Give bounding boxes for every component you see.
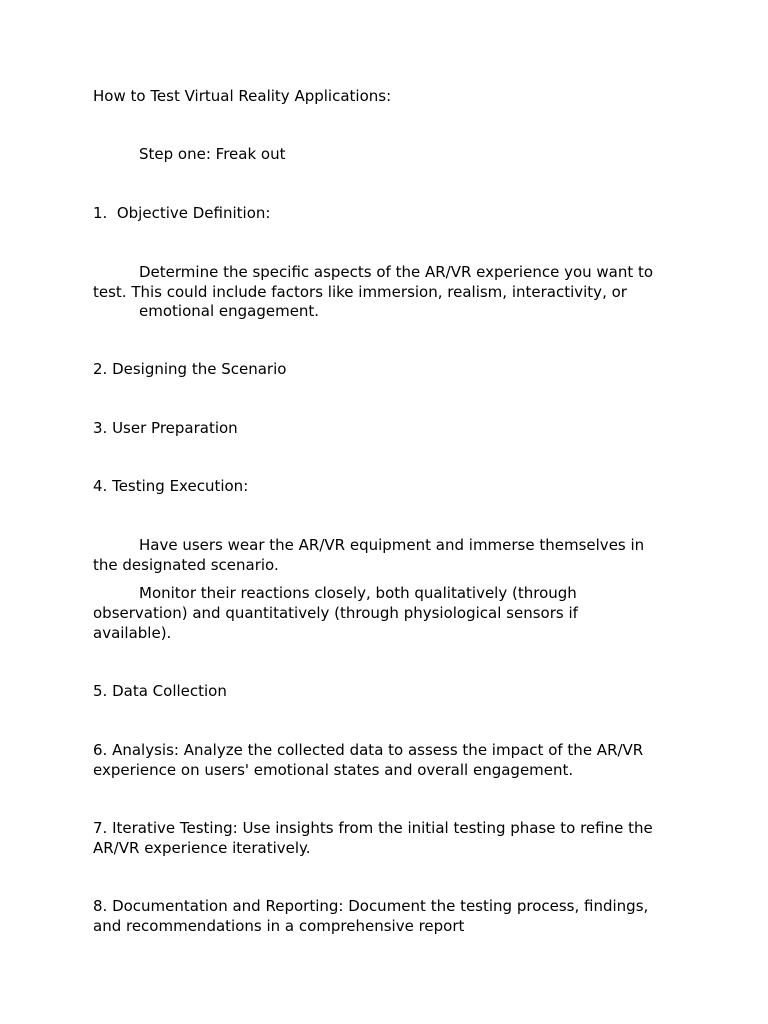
- section-1-paragraph-line-1: Determine the specific aspects of the AR/VR experience you want to: [139, 263, 654, 281]
- section-8-line-2: and recommendations in a comprehensive report: [93, 917, 465, 935]
- section-4-paragraph-2-line-3: available).: [93, 624, 172, 642]
- section-1-heading: 1. Objective Definition:: [93, 204, 271, 222]
- section-5-heading: 5. Data Collection: [93, 682, 227, 700]
- section-2-heading: 2. Designing the Scenario: [93, 360, 287, 378]
- section-1-paragraph-line-2: test. This could include factors like immersion, realism, interactivity, or: [93, 283, 627, 301]
- section-4-paragraph-2-line-1: Monitor their reactions closely, both qualitatively (through: [139, 584, 577, 602]
- section-4-paragraph-2-line-2: observation) and quantitatively (through physiological sensors if: [93, 604, 578, 622]
- section-4-paragraph-1-line-1: Have users wear the AR/VR equipment and immerse themselves in: [139, 536, 645, 554]
- section-6-line-1: 6. Analysis: Analyze the collected data to assess the impact of the AR/VR: [93, 741, 644, 759]
- document-title: How to Test Virtual Reality Applications:: [93, 87, 392, 105]
- section-3-heading: 3. User Preparation: [93, 419, 238, 437]
- section-4-paragraph-1-line-2: the designated scenario.: [93, 556, 279, 574]
- section-4-heading: 4. Testing Execution:: [93, 477, 249, 495]
- section-8-line-1: 8. Documentation and Reporting: Document the testing process, findings,: [93, 897, 649, 915]
- section-6-line-2: experience on users' emotional states and overall engagement.: [93, 761, 574, 779]
- section-1-paragraph-line-3: emotional engagement.: [139, 302, 320, 320]
- step-one-text: Step one: Freak out: [139, 145, 286, 163]
- section-7-line-2: AR/VR experience iteratively.: [93, 839, 311, 857]
- section-7-line-1: 7. Iterative Testing: Use insights from the initial testing phase to refine the: [93, 819, 653, 837]
